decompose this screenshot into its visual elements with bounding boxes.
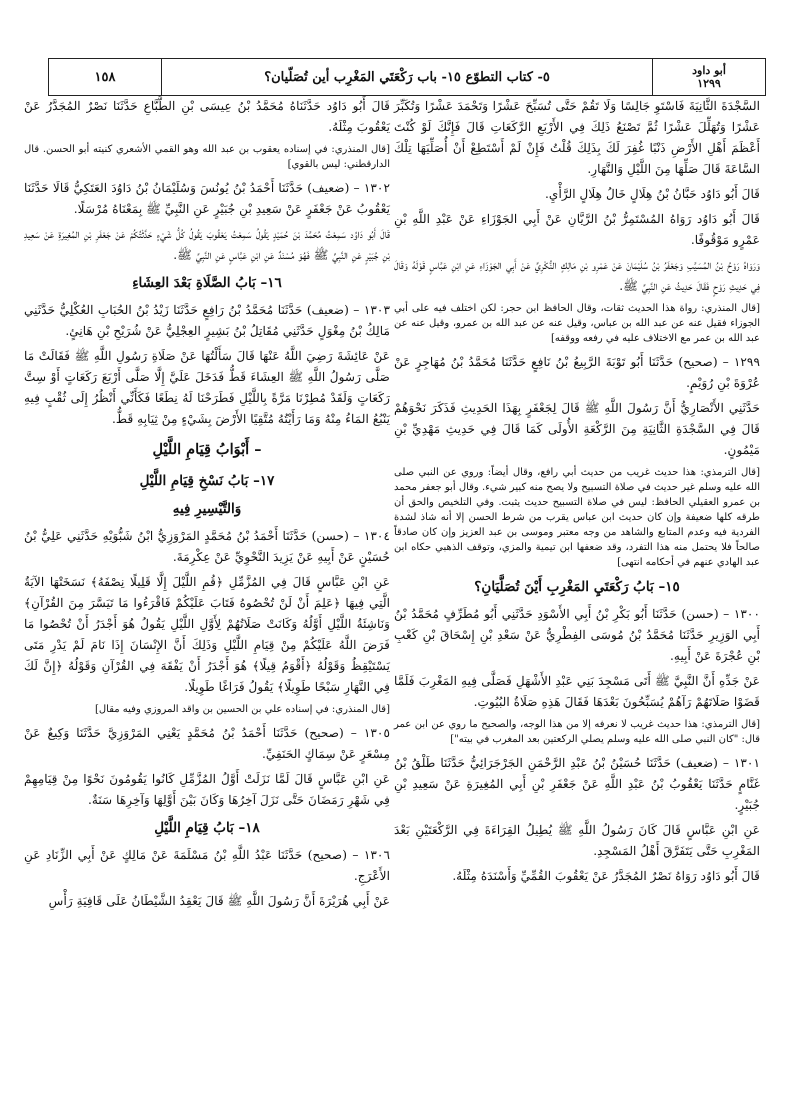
paragraph: قَالَ أَبُو دَاوُد رَوَاهُ نَصْرٌ المُجَدَّرُ عَنْ يَعْقُوبَ القُمِّيِّ وَأَسْنَدَهُ مِثْلَهُ. bbox=[452, 869, 760, 883]
paragraph: حَدَّثَنِي الأَنْصَارِيُّ أَنَّ رَسُولَ اللَّهِ ﷺ قَالَ لِجَعْفَرٍ بِهَذَا الحَدِيثِ فَذَكَرَ نَحْوَهُمْ قَالَ فِي السَّجْدَةِ الثَّانِيَةِ مِنَ الرَّكْعَةِ الأُولَى كَمَا قَالَ فِي حَدِيثِ مَهْدِيِّ بْنِ مَيْمُونٍ. bbox=[394, 401, 760, 457]
paragraph: ١٢٩٩ – (صحيح) حَدَّثَنَا أَبُو تَوْبَةَ الرَّبِيعُ بْنُ نَافِعٍ حَدَّثَنَا مُحَمَّدُ بْنُ مُهَاجِرٍ عَنْ عُرْوَةَ بْنِ رُوَيْمٍ. bbox=[394, 355, 760, 390]
paragraph: قَالَ أَبُو دَاوُد حَبَّانُ بْنُ هِلَالٍ خَالُ هِلَالٍ الرَّأْيِ. bbox=[545, 187, 760, 201]
section-heading: ١٧– بَابُ نَسْخِ قِيَامِ اللَّيْلِ bbox=[139, 473, 275, 489]
footnote: [قال الترمذي: هذا حديث غريب لا نعرفه إلا من هذا الوجه، والصحيح ما روي عن ابن عمر قال: "كان النبي صلى الله عليه وسلم يصلي الركعتين بعد المغرب في بيته"] bbox=[394, 719, 760, 745]
paragraph: ١٣٠٢ – (ضعيف) حَدَّثَنَا أَحْمَدُ بْنُ يُونُسَ وَسُلَيْمَانُ بْنُ دَاوُدَ العَتَكِيُّ قَالَا حَدَّثَنَا يَعْقُوبُ عَنْ جَعْفَرٍ عَنْ سَعِيدِ بْنِ جُبَيْرٍ عَنِ النَّبِيِّ ﷺ بِمَعْنَاهُ مُرْسَلًا. bbox=[24, 181, 390, 216]
footnote: [قال المنذري: في إسناده علي بن الحسين بن واقد المروزي وفيه مقال] bbox=[95, 704, 390, 715]
paragraph: وَرَوَاهُ رَوْحُ بْنُ المُسَيَّبِ وَجَعْفَرُ بْنُ سُلَيْمَانَ عَنْ عَمْرِو بْنِ مَالِكٍ النُّكْرِيِّ عَنْ أَبِي الجَوْزَاءِ عَنِ ابْنِ عَبَّاسٍ قَوْلَهُ وَقَالَ فِي حَدِيثِ رَوْحٍ فَقَالَ حَدِيثُ عَنِ النَّبِيِّ ﷺ. bbox=[394, 258, 760, 293]
header-page-number: ١٥٨ bbox=[94, 69, 116, 85]
section-heading: ١٨– بَابُ قِيَامِ اللَّيْلِ bbox=[154, 820, 260, 836]
paragraph: عَنِ ابْنِ عَبَّاسٍ قَالَ فِي المُزَّمِّلِ ﴿قُمِ اللَّيْلَ إِلَّا قَلِيلًا نِصْفَهُ﴾ نَسَخَتْهَا الآيَةُ الَّتِي فِيهَا ﴿عَلِمَ أَنْ لَنْ تُحْصُوهُ فَتَابَ عَلَيْكُمْ فَاقْرَءُوا مَا تَيَسَّرَ مِنَ القُرْآنِ﴾ وَنَاشِئَةُ اللَّيْلِ أَوَّلُهُ وَكَانَتْ صَلَاتُهُمْ لِأَوَّلِ اللَّيْلِ يَقُولُ هُوَ أَجْدَرُ أَنْ تُحْصُوا مَا فَرَضَ اللَّهُ عَلَيْكُمْ مِنْ قِيَامِ اللَّيْلِ وَذَلِكَ أَنَّ الإِنْسَانَ إِذَا نَامَ لَمْ يَدْرِ مَتَى يَسْتَيْقِظُ وَقَوْلُهُ ﴿أَقْوَمُ قِيلًا﴾ هُوَ أَجْدَرُ أَنْ يَفْقَهَ فِي القُرْآنِ وَقَوْلُهُ ﴿إِنَّ لَكَ فِي النَّهَارِ سَبْحًا طَوِيلًا﴾ يَقُولُ فَرَاغًا طَوِيلًا. bbox=[24, 575, 390, 694]
paragraph: عَنْ أَبِي هُرَيْرَةَ أَنَّ رَسُولَ اللَّهِ ﷺ قَالَ يَعْقِدُ الشَّيْطَانُ عَلَى قَافِيَةِ رَأْسِ bbox=[48, 894, 390, 908]
part-heading: – أَبْوَابُ قِيَامِ اللَّيْلِ bbox=[152, 441, 262, 458]
paragraph: عَنِ ابْنِ عَبَّاسٍ قَالَ لَمَّا نَزَلَتْ أَوَّلُ المُزَّمِّلِ كَانُوا يَقُومُونَ نَحْوًا مِنْ قِيَامِهِمْ فِي شَهْرِ رَمَضَانَ حَتَّى نَزَلَ آخِرُهَا وَكَانَ بَيْنَ أَوَّلِهَا وَآخِرِهَا سَنَةٌ. bbox=[24, 772, 390, 807]
paragraph: ١٣٠٠ – (حسن) حَدَّثَنَا أَبُو بَكْرِ بْنُ أَبِي الأَسْوَدِ حَدَّثَنِي أَبُو مُطَرِّفٍ مُحَمَّدُ بْنُ أَبِي الوَزِيرِ حَدَّثَنَا مُحَمَّدُ بْنُ مُوسَى الفِطْرِيُّ عَنْ سَعْدِ بْنِ إِسْحَاقَ بْنِ كَعْبِ بْنِ عُجْرَةَ عَنْ أَبِيهِ. bbox=[394, 607, 760, 663]
footnote: [قال المنذري: رواة هذا الحديث ثقات، وقال الحافظ ابن حجر: لكن اختلف فيه على أبي الجوزاء فقيل عنه عن عبد الله بن عباس، وقيل عنه عن عبد الله بن عمرو، وقيل عنه عن عبد الله بن عمر مع الاختلاف عليه في رفعه ووقفه] bbox=[394, 303, 760, 344]
section-heading-continued: وَالتَّيْسِيرِ فِيهِ bbox=[172, 501, 242, 517]
paragraph: قَالَ أَبُو دَاوُد حَدَّثَنَاهُ مُحَمَّدُ بْنُ عِيسَى بْنِ الطَّبَّاعِ حَدَّثَنَا نَصْرٌ المُجَدَّرُ عَنْ يَعْقُوبَ مِثْلَهُ. bbox=[24, 99, 390, 134]
paragraph: ١٣٠٣ – (ضعيف) حَدَّثَنَا مُحَمَّدُ بْنُ رَافِعٍ حَدَّثَنَا زَيْدُ بْنُ الحُبَابِ العُكْلِيُّ حَدَّثَنِي مَالِكُ بْنُ مِغْوَلٍ حَدَّثَنِي مُقَاتِلُ بْنُ بَشِيرٍ العِجْلِيُّ عَنْ شُرَيْحِ بْنِ هَانِئٍ. bbox=[24, 303, 390, 338]
paragraph: قَالَ أَبُو دَاوُد سَمِعْتُ مُحَمَّدَ بْنَ حُمَيْدٍ يَقُولُ سَمِعْتُ يَعْقُوبَ يَقُولُ كُلُّ شَيْءٍ حَدَّثْتُكُمْ عَنْ جَعْفَرِ بْنِ المُغِيرَةِ عَنْ سَعِيدِ بْنِ جُبَيْرٍ عَنِ النَّبِيِّ ﷺ فَهُوَ مُسْنَدٌ عَنِ ابْنِ عَبَّاسٍ عَنِ النَّبِيِّ ﷺ. bbox=[24, 227, 390, 262]
right-column bbox=[394, 96, 760, 891]
header-book-box bbox=[652, 59, 765, 95]
left-column bbox=[24, 96, 390, 916]
paragraph: ١٣٠٤ – (حسن) حَدَّثَنَا أَحْمَدُ بْنُ مُحَمَّدٍ المَرْوَزِيُّ ابْنُ شَبُّوَيْهِ حَدَّثَنِي عَلِيُّ بْنُ حُسَيْنٍ عَنْ أَبِيهِ عَنْ يَزِيدَ النَّحْوِيِّ عَنْ عِكْرِمَةَ. bbox=[24, 529, 390, 564]
paragraph: عَنْ عَائِشَةَ رَضِيَ اللَّهُ عَنْهَا قَالَ سَأَلْتُهَا عَنْ صَلَاةِ رَسُولِ اللَّهِ ﷺ فَقَالَتْ مَا صَلَّى رَسُولُ اللَّهِ ﷺ العِشَاءَ قَطُّ فَدَخَلَ عَلَيَّ إِلَّا صَلَّى أَرْبَعَ رَكَعَاتٍ أَوْ سِتَّ رَكَعَاتٍ وَلَقَدْ مُطِرْنَا مَرَّةً بِاللَّيْلِ فَطَرَحْنَا لَهُ نِطَعًا فَكَأَنِّي أَنْظُرُ إِلَى ثُقْبٍ فِيهِ يَنْبُعُ المَاءُ مِنْهُ وَمَا رَأَيْتُهُ مُتَّقِيًا الأَرْضَ بِشَيْءٍ مِنْ ثِيَابِهِ قَطُّ. bbox=[24, 349, 390, 426]
footnote: [قال المنذري: في إسناده يعقوب بن عبد الله وهو القمي الأشعري كنيته أبو الحسن. قال الدارقطني: ليس بالقوي] bbox=[24, 144, 390, 170]
paragraph: عَنْ جَدِّهِ أَنَّ النَّبِيَّ ﷺ أَتَى مَسْجِدَ بَنِي عَبْدِ الأَشْهَلِ فَصَلَّى فِيهِ المَغْرِبَ فَلَمَّا قَضَوْا صَلَاتَهُمْ رَآهُمْ يُسَبِّحُونَ بَعْدَهَا فَقَالَ هَذِهِ صَلَاةُ البُيُوتِ. bbox=[394, 674, 760, 709]
header-chapter-title: ٥- كتاب التطوّع ١٥- باب رَكْعَتَي المَغْرِب أين تُصَلّيان؟ bbox=[161, 59, 652, 95]
header-hadith-number: ١٢٩٩ bbox=[697, 77, 721, 90]
paragraph: ١٣٠٦ – (صحيح) حَدَّثَنَا عَبْدُ اللَّهِ بْنُ مَسْلَمَةَ عَنْ مَالِكٍ عَنْ أَبِي الزِّنَادِ عَنِ الأَعْرَجِ. bbox=[24, 848, 390, 883]
paragraph: ١٣٠١ – (ضعيف) حَدَّثَنَا حُسَيْنُ بْنُ عَبْدِ الرَّحْمَنِ الجَرْجَرَائِيُّ حَدَّثَنَا طَلْقُ بْنُ غَنَّامٍ حَدَّثَنَا يَعْقُوبُ بْنُ عَبْدِ اللَّهِ عَنْ جَعْفَرِ بْنِ أَبِي المُغِيرَةِ عَنْ سَعِيدِ بْنِ جُبَيْرٍ. bbox=[394, 756, 760, 812]
header-book-name: أبو داود bbox=[692, 64, 726, 77]
paragraph: قَالَ أَبُو دَاوُد رَوَاهُ المُسْتَمِرُّ بْنُ الرَّيَّانِ عَنْ أَبِي الجَوْزَاءِ عَنْ عَبْدِ اللَّهِ بْنِ عَمْرٍو مَوْقُوفًا. bbox=[394, 212, 760, 247]
page-header bbox=[48, 58, 766, 96]
paragraph: عَنِ ابْنِ عَبَّاسٍ قَالَ كَانَ رَسُولُ اللَّهِ ﷺ يُطِيلُ القِرَاءَةَ فِي الرَّكْعَتَيْنِ بَعْدَ المَغْرِبِ حَتَّى يَتَفَرَّقَ أَهْلُ المَسْجِدِ. bbox=[394, 823, 760, 858]
section-heading: ١٦– بَابُ الصَّلَاةِ بَعْدَ العِشَاءِ bbox=[132, 275, 282, 291]
section-heading: ١٥– بَابُ رَكْعَتَيِ المَغْرِبِ أَيْنَ تُصَلَّيَانِ؟ bbox=[474, 579, 680, 595]
paragraph: ١٣٠٥ – (صحيح) حَدَّثَنَا أَحْمَدُ بْنُ مُحَمَّدٍ يَعْنِي المَرْوَزِيَّ حَدَّثَنَا وَكِيعٌ عَنْ مِسْعَرٍ عَنْ سِمَاكٍ الحَنَفِيِّ. bbox=[24, 726, 390, 761]
footnote: [قال الترمذي: هذا حديث غريب من حديث أبي رافع، وقال أيضاً: وروي عن النبي صلى الله عليه وسلم غير حديث في صلاة التسبيح ولا يصح منه كبير شيء. وقال أبو جعفر محمد بن عمرو العقيلي الحافظ: ليس في صلاة التسبيح حديث يثبت. وفي التلخيص والحق أن طرقه كلها ضعيفة وإن كان حديث ابن عباس يقرب من شرط الحسن إلا أنه شاذ لشدة الفردية فيه وعدم المتابع والشاهد من وجه معتبر وموسى بن عبد العزيز وإن كان صادقاً صالحاً فلا يحتمل منه هذا التفرد، وقد ضعفها ابن تيمية والمزي، وتوقف الذهبي حكاه ابن عبد الهادي عنهم في أحكامه انتهى] bbox=[394, 467, 760, 568]
paragraph: السَّجْدَةَ الثَّانِيَةَ فَاسْتَوِ جَالِسًا وَلَا تَقُمْ حَتَّى تُسَبِّحَ عَشْرًا وَتَحْمَدَ عَشْرًا وَتُكَبِّرَ عَشْرًا وَتُهَلِّلَ عَشْرًا ثُمَّ تَصْنَعُ ذَلِكَ فِي الأَرْبَعِ الرَّكَعَاتِ قَالَ فَإِنَّكَ لَوْ كُنْتَ أَعْظَمَ أَهْلِ الأَرْضِ ذَنْبًا غُفِرَ لَكَ بِذَلِكَ قُلْتُ فَإِنْ لَمْ أَسْتَطِعْ أَنْ أُصَلِّيَهَا تِلْكَ السَّاعَةَ قَالَ صَلِّهَا مِنَ اللَّيْلِ وَالنَّهَارِ. bbox=[394, 99, 760, 176]
